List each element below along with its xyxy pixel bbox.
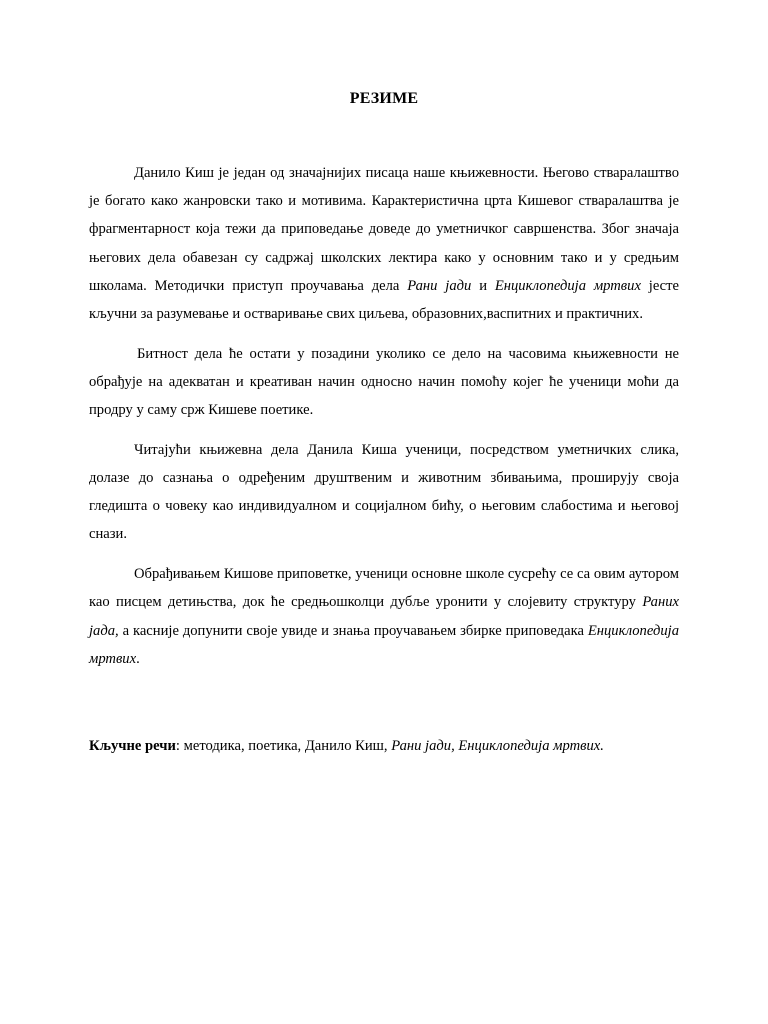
keywords-separator: : [175,738,184,754]
keywords-italic: Рани јади, Енциклопедија мртвих. [391,738,604,754]
paragraph-1 [89,159,679,328]
keywords-line [89,732,679,760]
summary-body [89,159,679,673]
page-title: РЕЗИМЕ [349,90,419,107]
paragraph-4-text-a: Обрађивањем Кишове приповетке, ученици основне школе сусрећу се са овим аутором као писцем детињства, док ће средњошколци дубље уронити у слојевиту структуру [89,566,679,611]
paragraph-1-text-c: јесте кључни за разумевање и остваривање свих циљева, образовних,васпитних и практичних. [89,277,679,323]
title-enciklopedija-mrtvih-2: Енциклопедија мртвих [89,622,679,667]
paragraph-4 [89,560,679,673]
paragraph-2: Битност дела ће остати у позадини уколико се дело на часовима књижевности не обрађује на адекватан и креативан начин односно начин помоћу којег ће ученици моћи да продру у саму срж Кишеве поетике. [89,345,679,419]
keywords-label: Кључне речи [89,738,176,754]
title-enciklopedija-mrtvih: Енциклопедија мртвих [494,277,641,294]
keywords-plain: методика, поетика, Данило Киш, [183,738,392,754]
paragraph-1-text-b: и [471,277,495,294]
paragraph-3: Читајући књижевна дела Данила Киша ученици, посредством уметничких слика, долазе до сазнања о одређеним друштвеним и животним збивањима, проширују своја гледишта о човеку као индивидуалном и социјалном бићу, о његовим слабостима и његовој снази. [89,441,679,543]
title-ranih-jada: Раних јада, [89,594,679,639]
title-rani-jadi: Рани јади [407,277,472,294]
paragraph-4-text-b: а касније допунити своје увиде и знања проучавањем збирке приповедака [118,622,588,639]
paragraph-4-text-c: . [136,650,140,667]
paragraph-1-text-a: Данило Киш је један од значајнијих писаца наше књижевности. Његово стваралаштво је богато како жанровски тако и мотивима. Карактеристична црта Кишевог стваралаштва је фрагментарност која тежи да приповедање доведе до уметничког савршенства. Због значаја његових дела обавезан су садржај школских лектира како у основним тако и у средњим школама. Методички приступ проучавања дела [89,165,679,294]
